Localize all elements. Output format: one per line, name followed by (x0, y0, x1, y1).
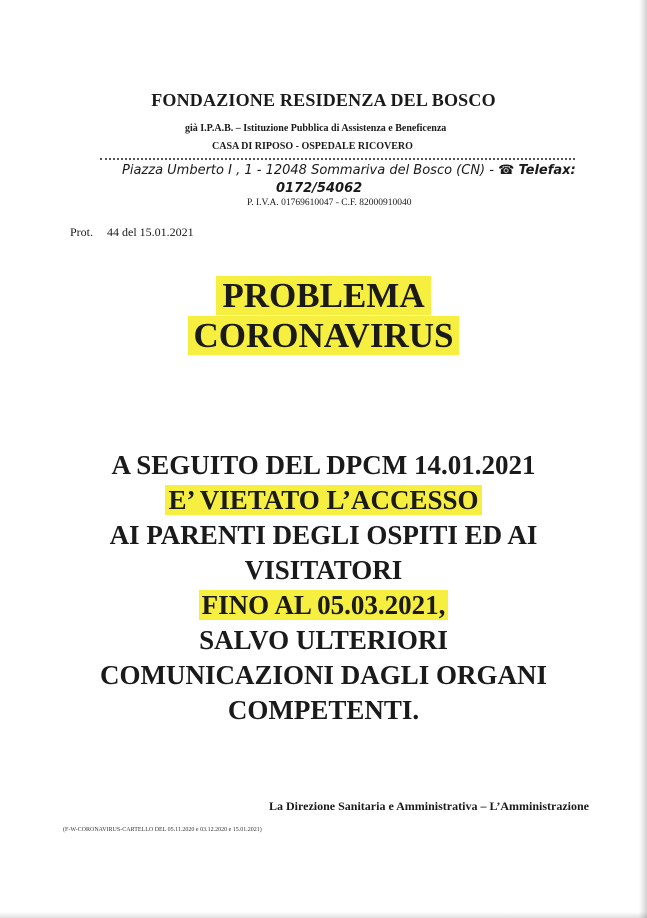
headline-line-2: CORONAVIRUS (188, 316, 460, 355)
notice-line-3: AI PARENTI DEGLI OSPITI ED AI (109, 520, 538, 550)
protocol-label: Prot. (70, 225, 94, 239)
telephone-icon: ☎ (498, 163, 515, 178)
org-subtitle-ipab: già I.P.A.B. – Istituzione Pubblica di Assistenza e Beneficenza (185, 123, 447, 134)
headline (0, 276, 647, 356)
notice-line-4: VISITATORI (244, 555, 403, 585)
notice-line-1: A SEGUITO DEL DPCM 14.01.2021 (111, 450, 536, 480)
notice-line-8: COMPETENTI. (227, 695, 420, 725)
address-line (122, 163, 576, 178)
org-subtitle-casa: CASA DI RIPOSO - OSPEDALE RICOVERO (212, 141, 413, 152)
notice-line-7: COMUNICAZIONI DAGLI ORGANI (99, 660, 548, 690)
org-name: FONDAZIONE RESIDENZA DEL BOSCO (151, 90, 496, 110)
footer-code: (F-W-CORONAVIRUS-CARTELLO DEL 05.11.2020 e 03.12.2020 e 15.01.2021) (63, 827, 262, 833)
notice-line-5: FINO AL 05.03.2021, (199, 590, 449, 620)
fax-label: Telefax: (518, 163, 576, 178)
protocol-date: del 15.01.2021 (122, 225, 194, 239)
protocol-number: 44 (107, 225, 120, 239)
header-divider (100, 158, 575, 160)
protocol-line (70, 225, 194, 240)
signature: La Direzione Sanitaria e Amministrativa – L’Amministrazione (269, 799, 589, 813)
address-text: Piazza Umberto I , 1 - 12048 Sommariva del Bosco (CN) - (122, 163, 494, 178)
page-bottom-shadow (0, 912, 647, 918)
headline-line-1: PROBLEMA (216, 276, 430, 315)
fax-number: 0172/54062 (276, 181, 363, 196)
notice-line-2: E’ VIETATO L’ACCESSO (165, 485, 481, 515)
notice-body (0, 448, 647, 728)
tax-ids: P. I.V.A. 01769610047 - C.F. 82000910040 (247, 198, 412, 208)
notice-line-6: SALVO ULTERIORI (199, 625, 448, 655)
